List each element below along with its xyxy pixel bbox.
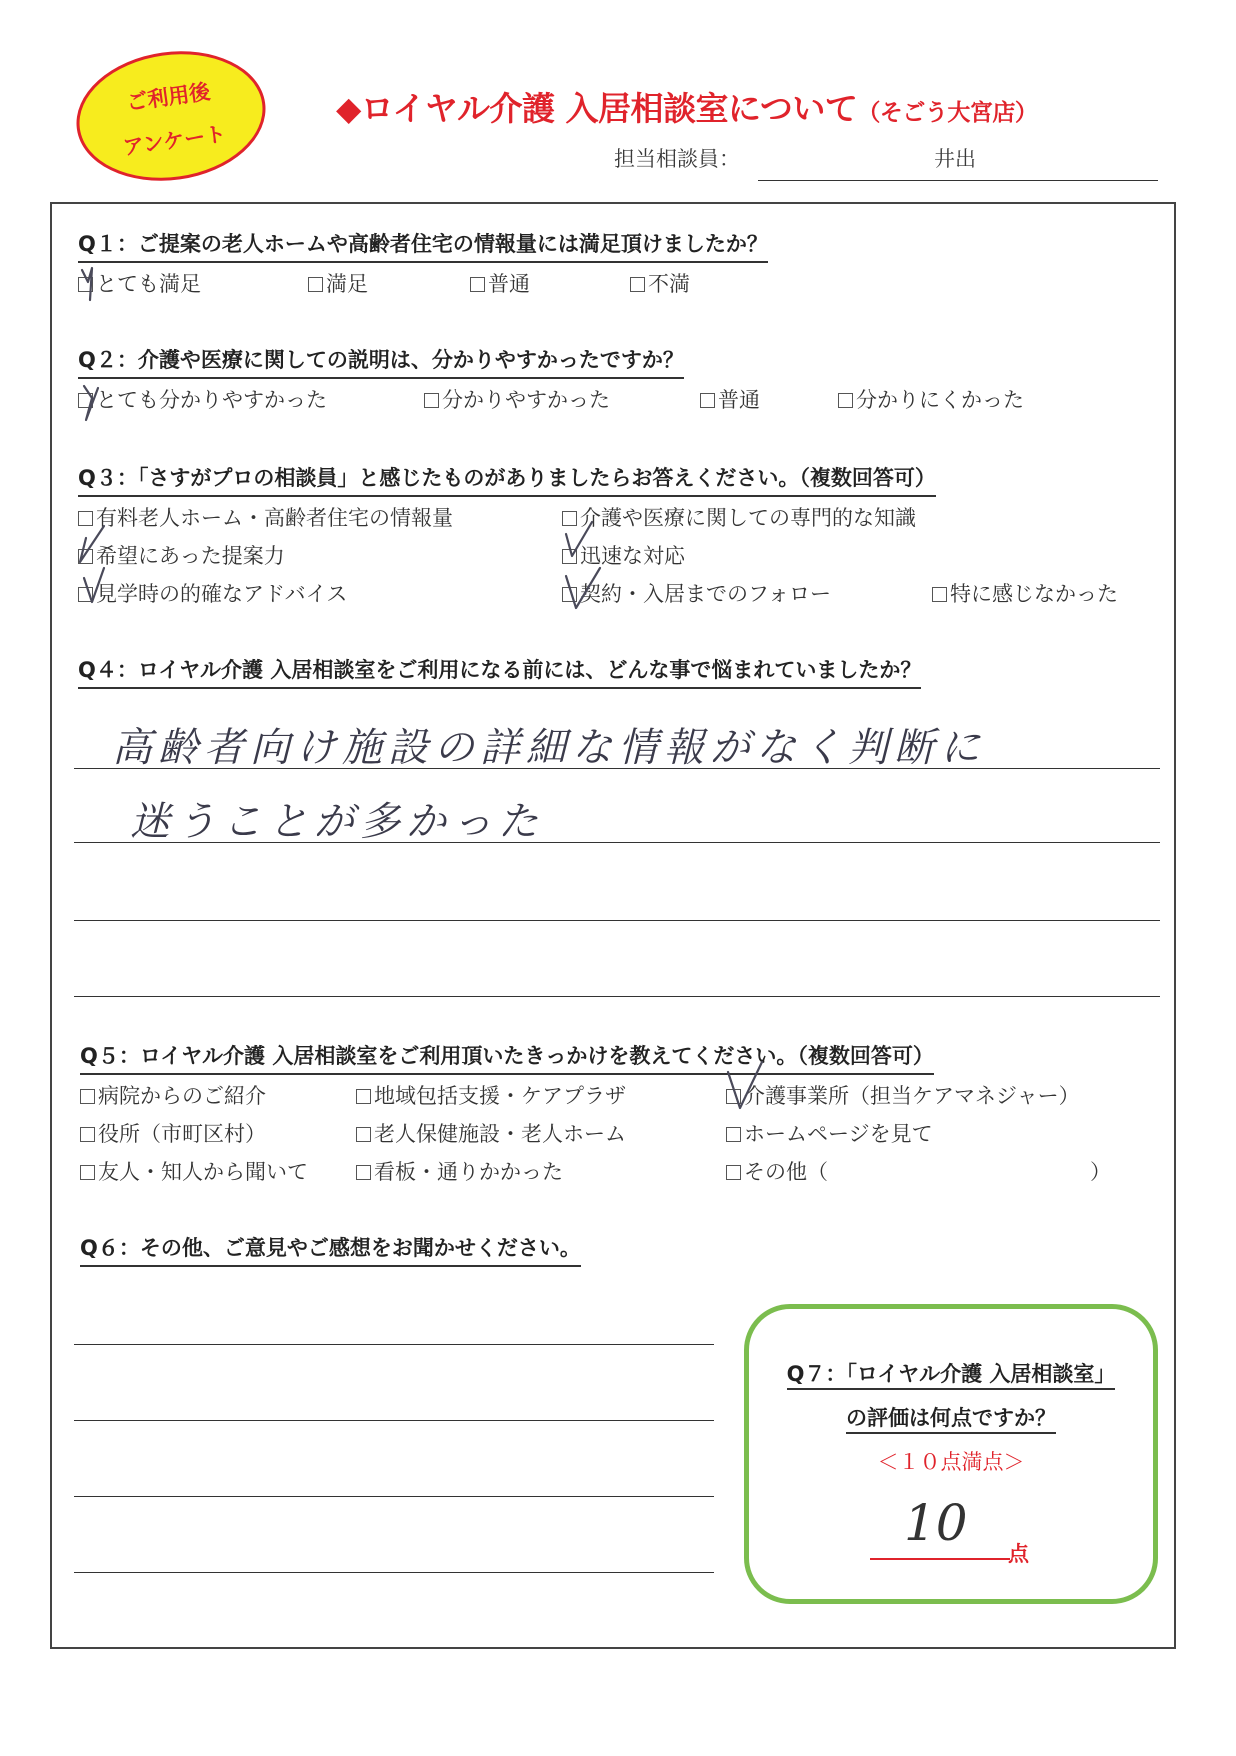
q3-option-expert-knowledge[interactable]: 介護や医療に関しての専門的な知識	[562, 502, 916, 532]
q3-option-none[interactable]: 特に感じなかった	[932, 578, 1118, 608]
q5-option-hospital[interactable]: 病院からのご紹介	[80, 1080, 266, 1110]
q5-option-community-support[interactable]: 地域包括支援・ケアプラザ	[356, 1080, 626, 1110]
q2-option-very-clear[interactable]: とても分かりやすかった	[78, 384, 327, 414]
q5-option-care-office[interactable]: 介護事業所（担当ケアマネジャー）	[726, 1080, 1080, 1110]
check-mark	[84, 568, 104, 602]
q7-question-line-1: Q７：「ロイヤル介護 入居相談室」	[744, 1358, 1158, 1388]
q1-option-dissatisfied[interactable]: 不満	[630, 268, 690, 298]
check-mark	[84, 386, 98, 420]
q5-option-signboard[interactable]: 看板・通りかかった	[356, 1156, 563, 1186]
check-mark	[566, 568, 600, 608]
check-mark	[728, 1062, 762, 1108]
consultant-name: 井出	[934, 147, 976, 171]
q7-scale: ＜１０点満点＞	[877, 1450, 1025, 1474]
q4-answer-line-1: 高齢者向け施設の詳細な情報がなく判断に	[112, 725, 986, 771]
q3-option-proposal[interactable]: 希望にあった提案力	[78, 540, 285, 570]
q1-option-normal[interactable]: 普通	[470, 268, 530, 298]
q5-option-care-facility[interactable]: 老人保健施設・老人ホーム	[356, 1118, 626, 1148]
q7-question-line-2: の評価は何点ですか？	[744, 1402, 1158, 1432]
q4-question: Q４：ロイヤル介護 入居相談室をご利用になる前には、どんな事で悩まれていましたか？	[78, 654, 921, 689]
check-mark	[566, 522, 592, 556]
q3-option-info-volume[interactable]: 有料老人ホーム・高齢者住宅の情報量	[78, 502, 453, 532]
q1-option-satisfied[interactable]: 満足	[308, 268, 368, 298]
q5-option-homepage[interactable]: ホームページを見て	[726, 1118, 933, 1148]
q4-answer-line-2: 迷うことが多かった	[130, 799, 544, 845]
check-mark	[80, 526, 104, 562]
title-store: （そごう大宮店）	[857, 100, 1038, 126]
badge-line-2: アンケート	[121, 121, 228, 160]
q7-score-unit: 点	[1008, 1542, 1029, 1566]
q2-option-clear[interactable]: 分かりやすかった	[424, 384, 610, 414]
q3-option-contract-followup[interactable]: 契約・入居までのフォロー	[562, 578, 831, 608]
badge-line-1: ご利用後	[125, 79, 212, 115]
q7-score-value: 10	[904, 1494, 968, 1552]
consultant-label: 担当相談員：	[614, 147, 740, 171]
q5-option-friend[interactable]: 友人・知人から聞いて	[80, 1156, 308, 1186]
q2-question: Q２：介護や医療に関しての説明は、分かりやすかったですか？	[78, 344, 684, 379]
q2-option-unclear[interactable]: 分かりにくかった	[838, 384, 1024, 414]
check-mark	[82, 268, 92, 300]
q2-option-normal[interactable]: 普通	[700, 384, 760, 414]
q5-other-close-paren: ）	[1090, 1160, 1111, 1184]
q5-option-other[interactable]: その他（	[726, 1156, 828, 1186]
q6-question: Q６：その他、ご意見やご感想をお聞かせください。	[80, 1232, 581, 1267]
q5-option-government[interactable]: 役所（市町区村）	[80, 1118, 266, 1148]
title-main: ◆ロイヤル介護 入居相談室について	[336, 89, 858, 128]
q3-option-tour-advice[interactable]: 見学時の的確なアドバイス	[78, 578, 347, 608]
q1-question: Q１：ご提案の老人ホームや高齢者住宅の情報量には満足頂けましたか？	[78, 228, 768, 263]
q5-question: Q５：ロイヤル介護 入居相談室をご利用頂いたきっかけを教えてください。（複数回答可）	[80, 1040, 934, 1075]
q1-option-very-satisfied[interactable]: とても満足	[78, 268, 201, 298]
q3-option-quick-response[interactable]: 迅速な対応	[562, 540, 685, 570]
q3-question: Q３：「さすがプロの相談員」と感じたものがありましたらお答えください。（複数回答可）	[78, 462, 936, 497]
